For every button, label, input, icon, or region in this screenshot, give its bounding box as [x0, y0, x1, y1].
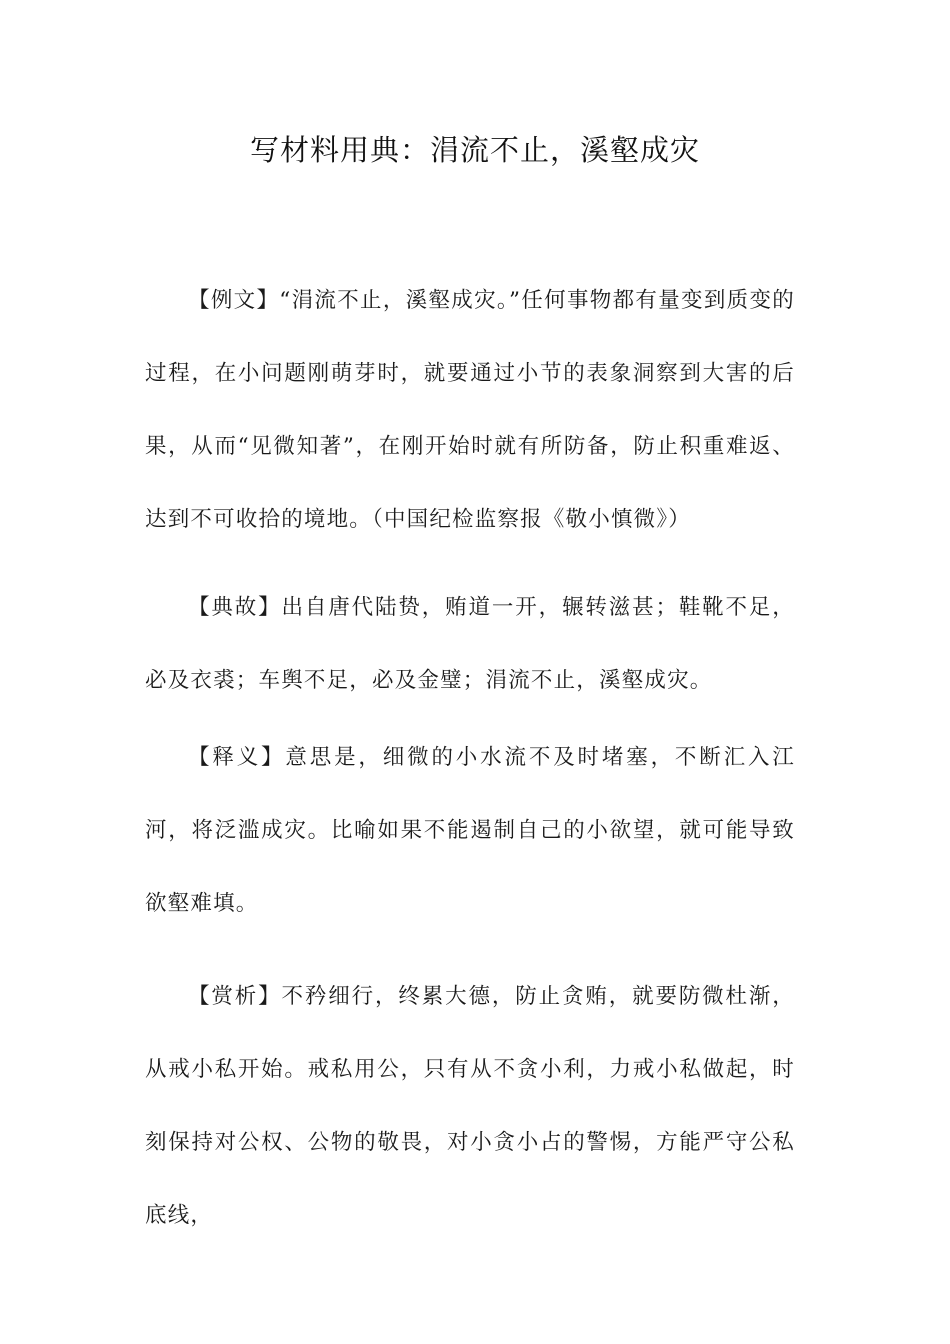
paragraph-meaning — [145, 721, 795, 940]
paragraph-tag: 【典故】 — [188, 595, 282, 620]
paragraph-text: 出自唐代陆贽，贿道一开，辗转滋甚；鞋靴不足，必及衣裘；车舆不足，必及金璧；涓流不止，溪壑成灾。 — [145, 595, 795, 693]
page-title: 写材料用典：涓流不止，溪壑成灾 — [249, 133, 700, 167]
paragraph-text: “涓流不止，溪壑成灾。”任何事物都有量变到质变的过程，在小问题刚萌芽时，就要通过小节的表象洞察到大害的后果，从而“见微知著”，在刚开始时就有所防备，防止积重难返、达到不可收拾的境地。（中国纪检监察报《敬小慎微》） — [145, 288, 795, 532]
paragraph-tag: 【赏析】 — [188, 984, 282, 1009]
paragraph-text: 不矜细行，终累大德，防止贪贿，就要防微杜渐，从戒小私开始。戒私用公，只有从不贪小利，力戒小私做起，时刻保持对公权、公物的敬畏，对小贪小占的警惕，方能严守公私底线， — [145, 984, 795, 1228]
paragraph-tag: 【例文】 — [188, 288, 280, 313]
paragraph-allusion — [145, 571, 795, 717]
paragraph-tag: 【释义】 — [188, 745, 286, 770]
paragraph-text: 意思是，细微的小水流不及时堵塞，不断汇入江河，将泛滥成灾。比喻如果不能遏制自己的小欲望，就可能导致欲壑难填。 — [145, 745, 795, 916]
paragraph-appreciation — [145, 960, 795, 1252]
paragraph-example — [145, 264, 795, 556]
